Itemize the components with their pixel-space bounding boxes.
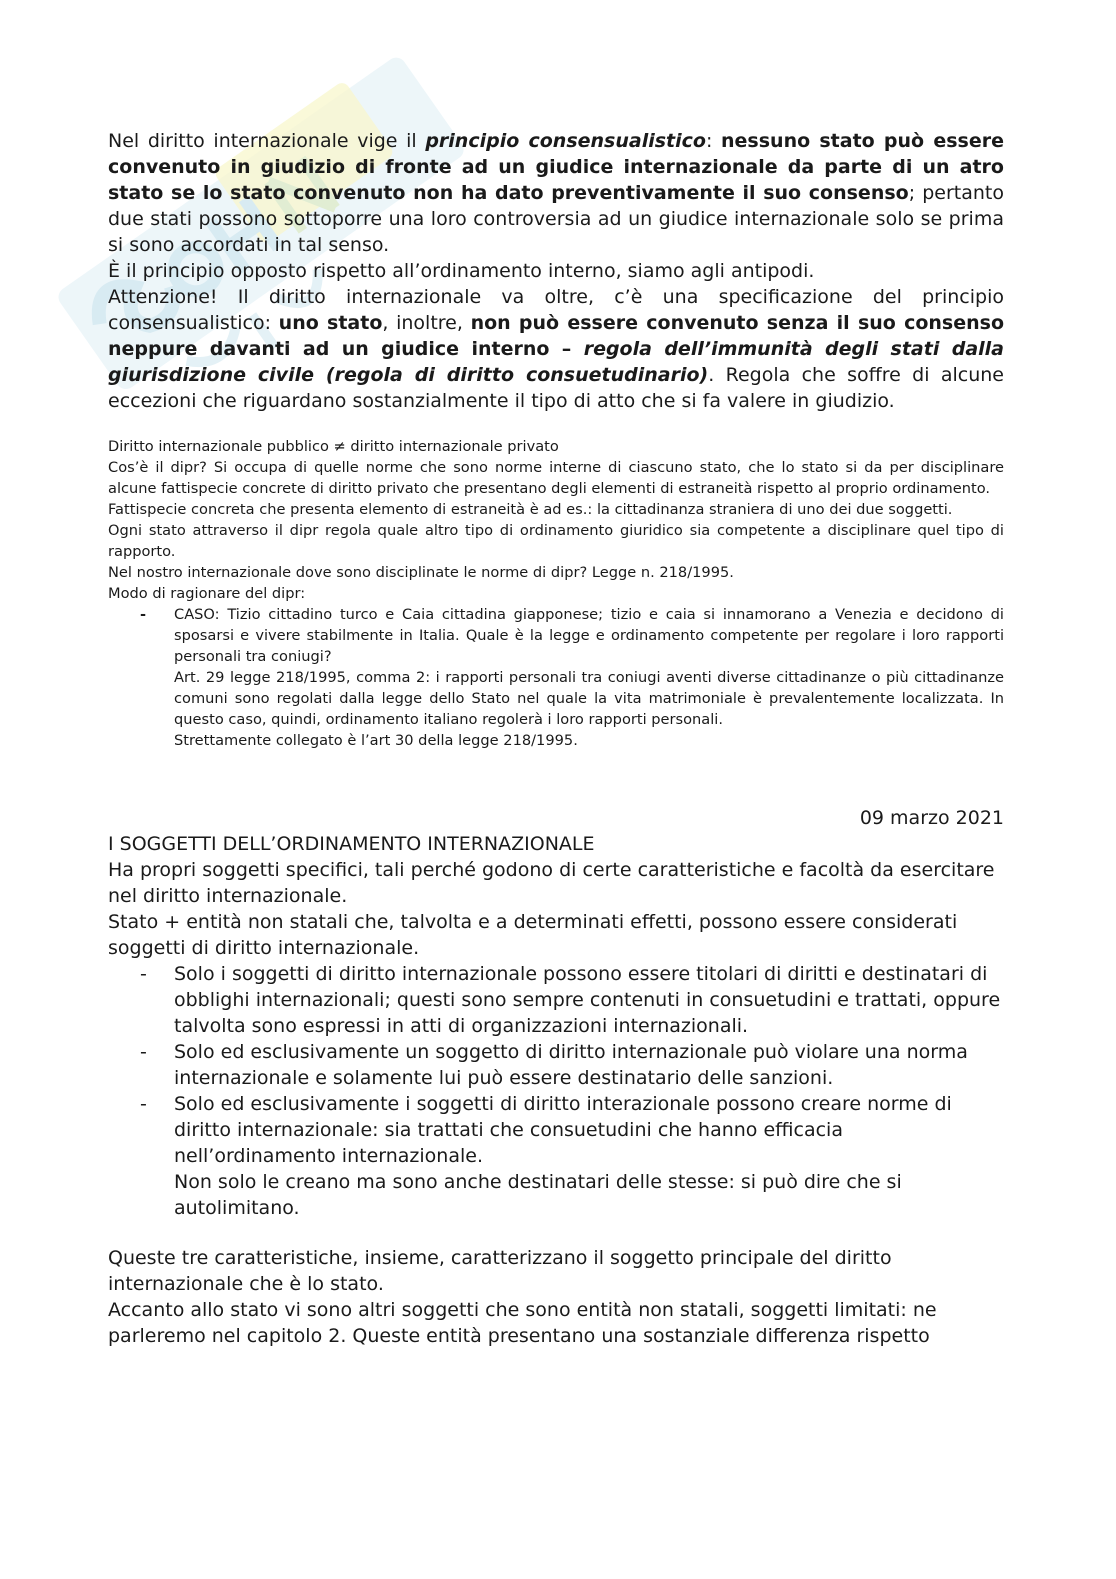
- case-text: CASO: Tizio cittadino turco e Caia cittadina giapponese; tizio e caia si innamorano a Venezia e decidono di sposarsi e vivere stabilmente in Italia. Quale è la legge e ordinamento competente per regolare i loro rapporti personali tra coniugi?: [174, 606, 1004, 665]
- dipr-definition: Cos’è il dipr? Si occupa di quelle norme che sono norme interne di ciascuno stato, che lo stato si da per disciplinare alcune fattispecie concrete di diritto privato che presentano degli elementi di estraneità rispetto al proprio ordinamento.: [108, 459, 1004, 497]
- section-paragraph: Queste tre caratteristiche, insieme, caratterizzano il soggetto principale del diritto internazionale che è lo stato.: [108, 1247, 892, 1295]
- bullet-dash: -: [140, 1093, 147, 1115]
- list-item: [108, 961, 1004, 1039]
- intro-text: :: [705, 130, 722, 152]
- section-paragraph: Ha propri soggetti specifici, tali perché godono di certe caratteristiche e facoltà da esercitare nel diritto internazionale.: [108, 859, 995, 907]
- lecture-date: 09 marzo 2021: [859, 807, 1004, 829]
- section-paragraph: Accanto allo stato vi sono altri soggetti che sono entità non statali, soggetti limitati: ne parleremo nel capitolo 2. Queste entità presentano una sostanziale differenza rispetto: [108, 1299, 937, 1347]
- intro-text: ; pertanto due stati possono sottoporre una loro controversia ad un giudice internazionale solo se prima si sono accordati in tal senso.: [108, 182, 1004, 256]
- intro-text: . Regola che soffre di alcune eccezioni che riguardano sostanzialmente il tipo di atto che si fa valere in giudizio.: [108, 364, 1004, 412]
- intro-bold-text: non può essere convenuto senza il suo consenso neppure davanti ad un giudice interno –: [108, 312, 1005, 360]
- intro-sentence-opposto: È il principio opposto rispetto all’ordinamento interno, siamo agli antipodi.: [108, 260, 815, 282]
- dipr-law: Nel nostro internazionale dove sono disciplinate le norme di dipr? Legge n. 218/1995.: [108, 564, 734, 581]
- bullet-dash: -: [140, 963, 147, 985]
- dipr-example: Fattispecie concreta che presenta elemento di estraneità è ad es.: la cittadinanza straniera di uno dei due soggetti.: [108, 501, 953, 518]
- list-item-text: Solo ed esclusivamente i soggetti di diritto interazionale possono creare norme di diritto internazionale: sia trattati che consuetudini che hanno efficacia nell’ordinamento internazionale.: [174, 1093, 952, 1167]
- list-item: [108, 604, 1004, 751]
- document-page: [108, 128, 1004, 1349]
- dipr-case-list: [108, 604, 1004, 751]
- dipr-rule: Ogni stato attraverso il dipr regola quale altro tipo di ordinamento giuridico sia competente a disciplinare quel tipo di rapporto.: [108, 522, 1004, 560]
- section-title: I SOGGETTI DELL’ORDINAMENTO INTERNAZIONALE: [108, 833, 595, 855]
- intro-text: , inoltre,: [382, 312, 471, 334]
- bullet-dash: -: [140, 606, 147, 623]
- intro-bold-text: nessuno stato può essere convenuto in giudizio di fronte ad un giudice internazionale da parte di un atro stato se lo stato convenuto non ha dato preventivamente il suo consenso: [108, 130, 1004, 204]
- section-paragraph: Stato + entità non statali che, talvolta e a determinati effetti, possono essere considerati soggetti di diritto internazionale.: [108, 911, 958, 959]
- list-item-text: Non solo le creano ma sono anche destinatari delle stesse: si può dire che si autolimitano.: [174, 1171, 902, 1219]
- intro-bold-text: uno stato: [278, 312, 383, 334]
- list-item-text: Solo ed esclusivamente un soggetto di diritto internazionale può violare una norma internazionale e solamente lui può essere destinatario delle sanzioni.: [174, 1041, 968, 1089]
- bullet-dash: -: [140, 1041, 147, 1063]
- article-30-text: Strettamente collegato è l’art 30 della legge 218/1995.: [174, 732, 578, 749]
- intro-text: Nel diritto internazionale vige il: [108, 130, 426, 152]
- intro-text: Attenzione! Il diritto internazionale va oltre, c’è una specificazione del principio consensualistico:: [108, 286, 1004, 334]
- list-item: [108, 1091, 1004, 1221]
- intro-paragraph: [108, 128, 1004, 258]
- dipr-method: Modo di ragionare del dipr:: [108, 585, 306, 602]
- intro-attenzione-paragraph: [108, 284, 1004, 414]
- regola-immunita: regola dell’immunità degli stati dalla giurisdizione civile (regola di diritto consuetudinario): [108, 338, 1004, 386]
- term-principio-consensualistico: principio consensualistico: [425, 130, 706, 152]
- list-item-text: Solo i soggetti di diritto internazionale possono essere titolari di diritti e destinatari di obblighi internazionali; questi sono sempre contenuti in consuetudini e trattati, oppure talvolta sono espressi in atti di organizzazioni internazionali.: [174, 963, 1001, 1037]
- dipr-heading: Diritto internazionale pubblico ≠ diritto internazionale privato: [108, 438, 559, 455]
- article-29-text: Art. 29 legge 218/1995, comma 2: i rapporti personali tra coniugi aventi diverse cittadinanze o più cittadinanze comuni sono regolati dalla legge dello Stato nel quale la vita matrimoniale è prevalentemente localizzata. In questo caso, quindi, ordinamento italiano regolerà i loro rapporti personali.: [174, 669, 1004, 728]
- characteristics-list: [108, 961, 1004, 1221]
- list-item: [108, 1039, 1004, 1091]
